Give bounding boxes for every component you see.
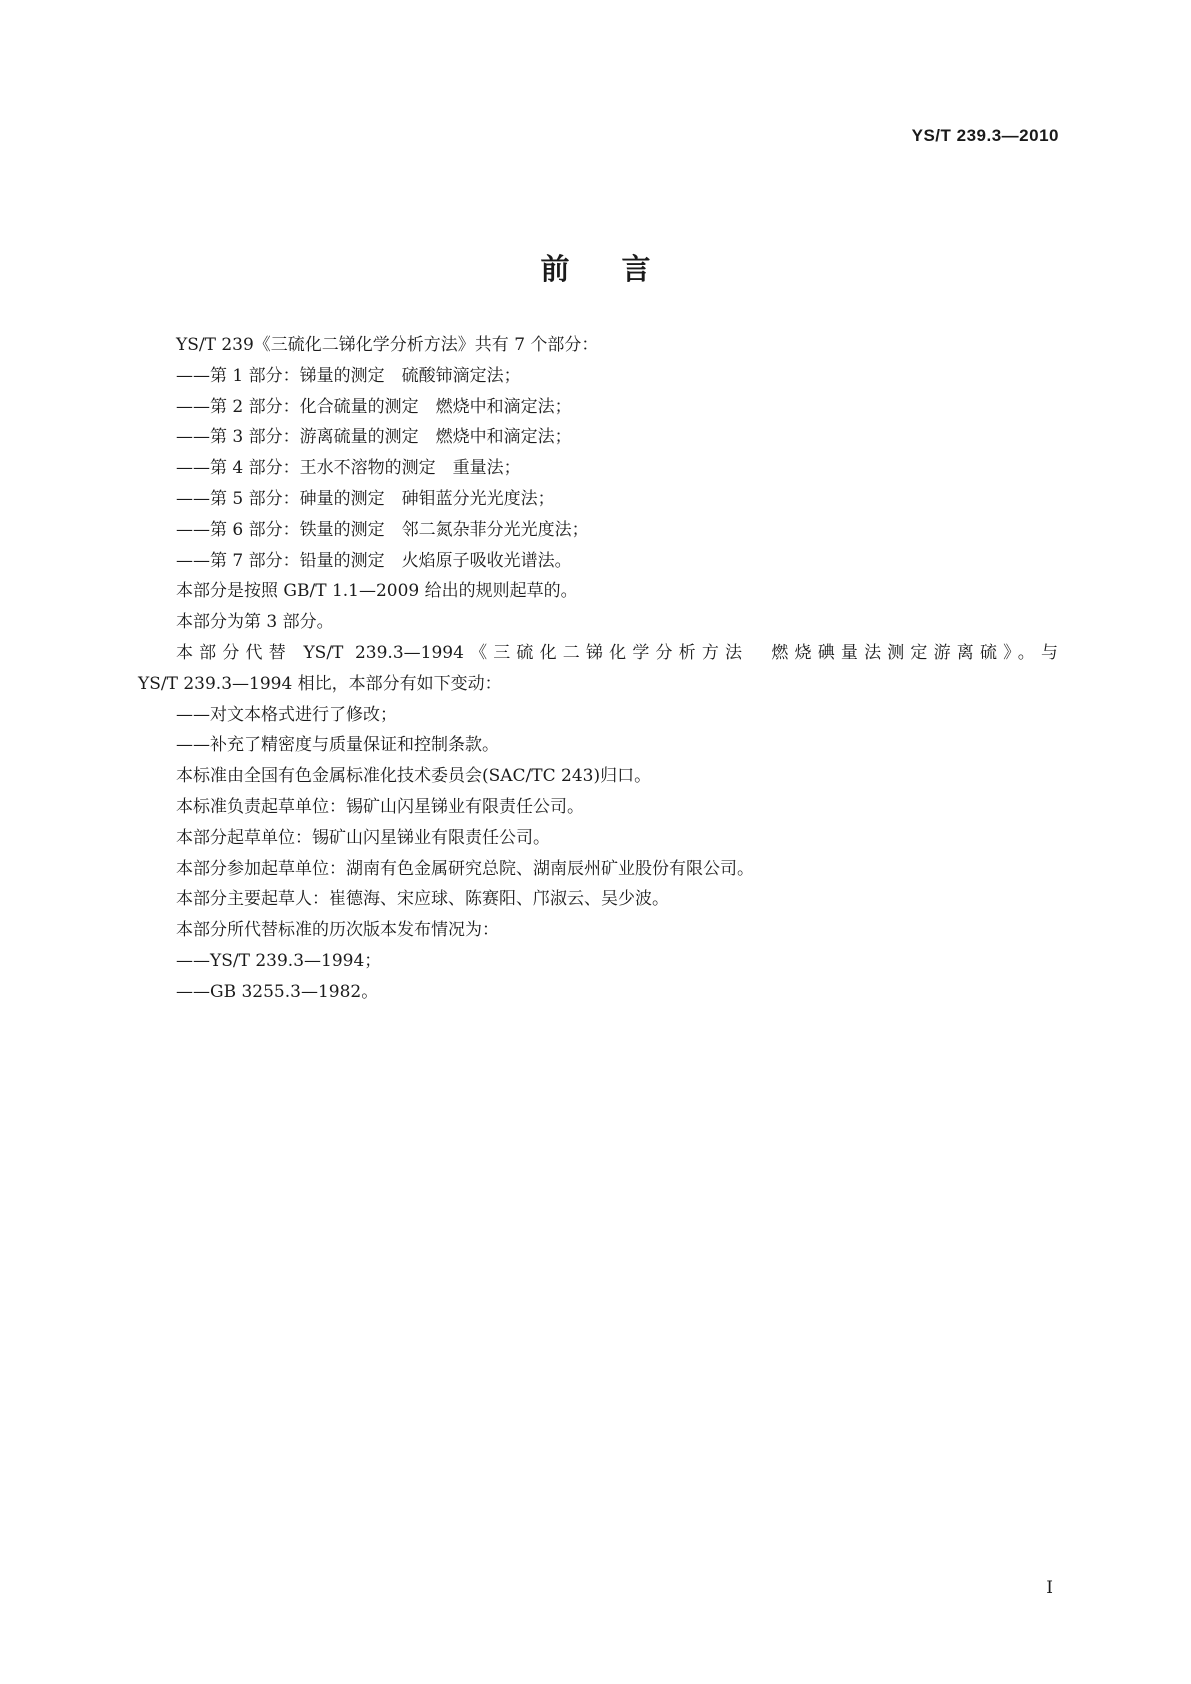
- page-title: 前言: [540, 252, 703, 287]
- paragraph-replaces-continued: YS/T 239.3—1994 相比，本部分有如下变动：: [138, 673, 502, 694]
- list-item-change-2: ——补充了精密度与质量保证和控制条款。: [176, 735, 499, 756]
- standard-code: YS/T 239.3—2010: [911, 126, 1059, 145]
- paragraph-drafters: 本部分主要起草人：崔德海、宋应球、陈赛阳、邝淑云、吴少波。: [176, 889, 669, 910]
- list-item-part-5: ——第 5 部分：砷量的测定 砷钼蓝分光光度法；: [176, 488, 555, 509]
- list-item-part-2: ——第 2 部分：化合硫量的测定 燃烧中和滴定法；: [176, 396, 572, 417]
- paragraph-committee: 本标准由全国有色金属标准化技术委员会(SAC/TC 243)归口。: [176, 766, 652, 787]
- list-item-part-7: ——第 7 部分：铅量的测定 火焰原子吸收光谱法。: [176, 550, 572, 571]
- paragraph-drafting-rules: 本部分是按照 GB/T 1.1—2009 给出的规则起草的。: [176, 581, 578, 602]
- list-item-part-4: ——第 4 部分：王水不溶物的测定 重量法；: [176, 458, 521, 479]
- paragraph-previous-versions: 本部分所代替标准的历次版本发布情况为：: [176, 920, 499, 941]
- list-item-part-6: ——第 6 部分：铁量的测定 邻二氮杂菲分光光度法；: [176, 519, 589, 540]
- list-item-version-1: ——YS/T 239.3—1994；: [176, 950, 382, 971]
- paragraph-parts-intro: YS/T 239《三硫化二锑化学分析方法》共有 7 个部分：: [176, 335, 599, 355]
- paragraph-replaces: 本部分代替 YS/T 239.3—1994《三硫化二锑化学分析方法 燃烧碘量法测定游离硫》。与: [176, 642, 1058, 663]
- list-item-part-1: ——第 1 部分：锑量的测定 硫酸铈滴定法；: [176, 365, 521, 386]
- list-item-version-2: ——GB 3255.3—1982。: [176, 981, 379, 1002]
- paragraph-part-number: 本部分为第 3 部分。: [176, 612, 334, 633]
- list-item-part-3: ——第 3 部分：游离硫量的测定 燃烧中和滴定法；: [176, 427, 572, 448]
- paragraph-responsible-unit: 本标准负责起草单位：锡矿山闪星锑业有限责任公司。: [176, 796, 584, 817]
- paragraph-participating-units: 本部分参加起草单位：湖南有色金属研究总院、湖南辰州矿业股份有限公司。: [176, 858, 754, 879]
- list-item-change-1: ——对文本格式进行了修改；: [176, 704, 397, 725]
- paragraph-drafting-unit: 本部分起草单位：锡矿山闪星锑业有限责任公司。: [176, 827, 550, 848]
- page-number: I: [1046, 1578, 1053, 1598]
- foreword-content: [138, 330, 1058, 1008]
